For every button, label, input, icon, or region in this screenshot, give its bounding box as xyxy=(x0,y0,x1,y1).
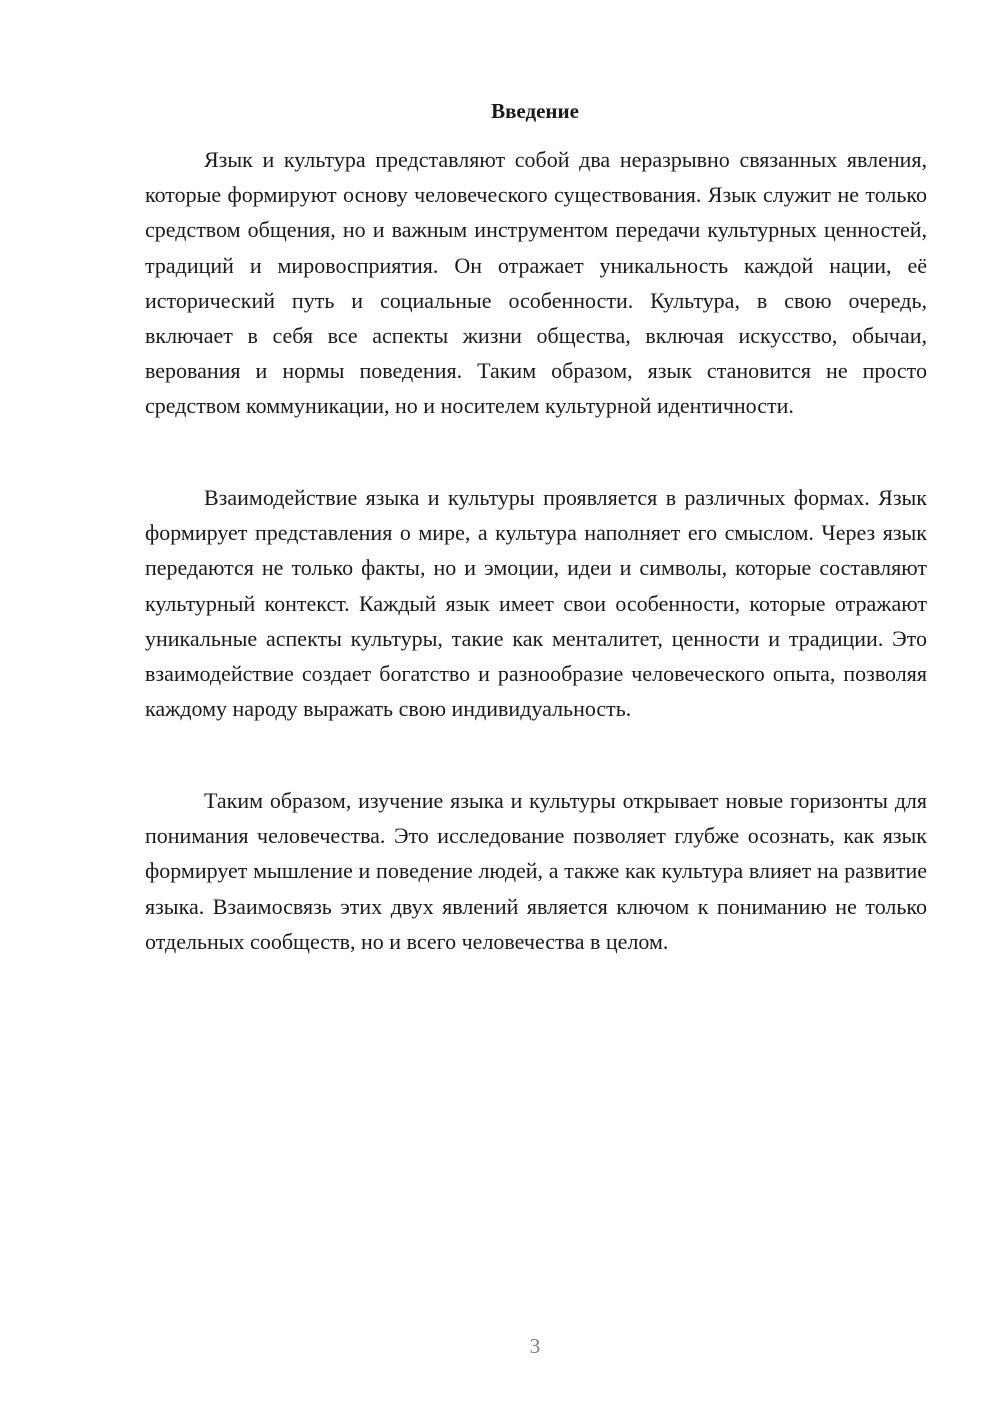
section-heading: Введение xyxy=(491,99,579,123)
paragraph-2: Взаимодействие языка и культуры проявляется в различных формах. Язык формирует представления о мире, а культура наполняет его смыслом. Через язык передаются не только факты, но и эмоции, идеи и символы, которые составляют культурный контекст. Каждый язык имеет свои особенности, которые отражают уникальные аспекты культуры, такие как менталитет, ценности и традиции. Это взаимодействие создает богатство и разнообразие человеческого опыта, позволяя каждому народу выражать свою индивидуальность. xyxy=(145,485,927,722)
page-number: 3 xyxy=(529,1334,541,1358)
paragraph-3: Таким образом, изучение языка и культуры открывает новые горизонты для понимания человечества. Это исследование позволяет глубже осознать, как язык формирует мышление и поведение людей, а также как культура влияет на развитие языка. Взаимосвязь этих двух явлений является ключом к пониманию не только отдельных сообществ, но и всего человечества в целом. xyxy=(145,788,927,954)
paragraph-1: Язык и культура представляют собой два неразрывно связанных явления, которые формируют основу человеческого существования. Язык служит не только средством общения, но и важным инструментом передачи культурных ценностей, традиций и мировосприятия. Он отражает уникальность каждой нации, её исторический путь и социальные особенности. Культура, в свою очередь, включает в себя все аспекты жизни общества, включая искусство, обычаи, верования и нормы поведения. Таким образом, язык становится не просто средством коммуникации, но и носителем культурной идентичности. xyxy=(145,147,927,419)
